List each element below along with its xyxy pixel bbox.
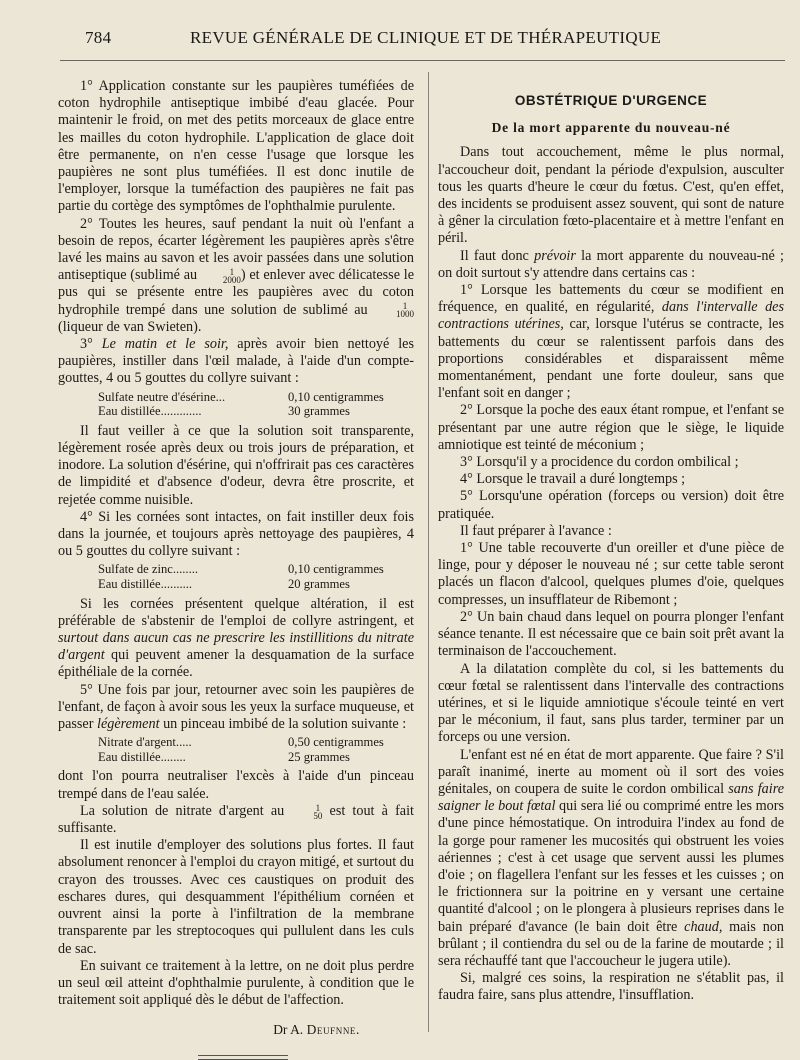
paragraph: Il faut préparer à l'avance : [460, 522, 612, 539]
paragraph: 3° Le matin et le soir, après avoir bien nettoyé les paupières, instiller dans l'œil malade, à l'aide d'un compte-gouttes, 4 ou 5 gouttes du collyre suivant : [58, 336, 414, 387]
paragraph: 2° Lorsque la poche des eaux étant rompue, et l'enfant se présentant par une autre région que le siège, le liquide amniotique est teinté de méconium ; [438, 402, 784, 453]
header-rule [60, 60, 785, 61]
paragraph: La solution de nitrate d'argent au 1 50 est tout à fait suffisante. [58, 802, 414, 837]
paragraph: dont l'on pourra neutraliser l'excès à l'aide d'un pinceau trempé dans de l'eau salée. [58, 768, 414, 802]
page-number: 784 [85, 28, 112, 47]
prescription-formula [98, 735, 414, 764]
paragraph: 4° Si les cornées sont intactes, on fait instiller deux fois dans la journée, et toujours après nettoyage des paupières, 4 ou 5 gouttes du collyre suivant : [58, 508, 414, 560]
paragraph: 5° Une fois par jour, retourner avec soin les paupières de l'enfant, de façon à avoir sous les yeux la surface muqueuse, et passer légèrement un pinceau imbibé de la solution suivante : [58, 681, 414, 733]
paragraph: Il faut donc prévoir la mort apparente du nouveau-né ; on doit surtout s'y attendre dans certains cas : [438, 247, 784, 281]
fraction: 1 2000 [222, 266, 241, 285]
formula-row: Nitrate d'argent..... 0,50 centigrammes [98, 735, 384, 750]
paragraph: 1° Application constante sur les paupières tuméfiées de coton hydrophile antiseptique imbibé d'eau glacée. Pour maintenir le froid, on met des petits morceaux de glace entre les mailles du coton hydrophile. L'application de glace doit être permanente, on n'en cesse l'usage que lorsque les paupières ne sont plus tuméfiées. Il est donc inutile de l'employer, lorsque la tuméfaction des paupières ne fait pas partie du cortège des symptômes de l'ophthalmie purulente. [58, 78, 414, 215]
left-column [58, 78, 414, 1060]
article-title: De la mort apparente du nouveau-né [491, 120, 731, 136]
formula-row: Eau distillée............. 30 grammes [98, 404, 350, 419]
formula-row: Eau distillée.......... 20 grammes [98, 577, 350, 592]
author-signature: Dr A. Deufnne. [273, 1022, 360, 1038]
paragraph: Dans tout accouchement, même le plus normal, l'accoucheur doit, pendant la période d'expulsion, ausculter tous les quarts d'heure le cœur du fœtus. C'est, qu'en effet, des incidents se produisent assez souvent, qui sont de nature à gêner la circulation fœto-placentaire et à mettre l'enfant en péril. [438, 144, 784, 247]
paragraph: 1° Une table recouverte d'un oreiller et d'une pièce de linge, pour y déposer le nouveau né ; sur cette table seront placés un flacon d'alcool, quelques plumes d'oie, quelques compresses, un insufflateur de Ribemont ; [438, 540, 784, 608]
paragraph: 2° Toutes les heures, sauf pendant la nuit où l'enfant a besoin de repos, écarter légèrement les paupières après s'être lavé les mains au savon et les avoir passées dans une solution antiseptique (sublimé au 1 2000 ) et enlever avec délicatesse le pus qui se présente entre les paupières avec du coton hydrophile trempé dans une solution de sublimé au 1 1000 (liqueur de van Swieten). [58, 215, 414, 335]
paragraph: 2° Un bain chaud dans lequel on pourra plonger l'enfant séance tenante. Il est nécessaire que ce bain soit prêt avant la terminaison de l'accouchement. [438, 608, 784, 660]
fraction: 1 50 [313, 802, 323, 821]
paragraph: Il est inutile d'employer des solutions plus fortes. Il faut absolument renoncer à l'emploi du crayon mitigé, et surtout du crayon des trousses. Avec ces caustiques on produit des eschares dures, qui desquamment l'épithélium cornéen et ouvrent ainsi la porte à l'infiltration de la membrane transparente par les streptocoques qui pullulent dans les culs de sac. [58, 837, 414, 957]
prescription-formula [98, 562, 414, 591]
running-header [85, 28, 775, 52]
paragraph: Il faut veiller à ce que la solution soit transparente, légèrement rosée après deux ou trois jours de préparation, et inodore. La solution d'ésérine, qui n'offrirait pas ces caractères de limpidité et d'absence d'odeur, devra être proscrite, et rejetée comme nuisible. [58, 422, 414, 508]
paragraph: En suivant ce traitement à la lettre, on ne doit plus perdre un seul œil atteint d'ophthalmie purulente, à condition que le traitement soit appliqué dès le début de l'affection. [58, 957, 414, 1009]
paragraph: 1° Lorsque les battements du cœur se modifient en fréquence, en qualité, en régularité, dans l'intervalle des contractions utérines, car, lorsque l'utérus se contracte, les battements du cœur se ralentissent parfois dans des proportions considérables et disparaissent même momentanément, pendant une forte douleur, sans que l'enfant soit en danger ; [438, 282, 785, 402]
right-column [438, 78, 784, 1005]
formula-row: Sulfate neutre d'ésérine... 0,10 centigrammes [98, 389, 384, 404]
prescription-formula [98, 390, 414, 419]
end-rule [198, 1055, 288, 1060]
paragraph: 5° Lorsqu'une opération (forceps ou version) doit être pratiquée. [438, 488, 784, 522]
paragraph: A la dilatation complète du col, si les battements du cœur fœtal se ralentissent dans l'intervalle des contractions utérines, et si le liquide amniotique s'écoule teinté en vert par le méconium, il faut, sans plus tarder, terminer par un forceps ou une version. [438, 660, 784, 746]
section-heading: OBSTÉTRIQUE D'URGENCE [514, 93, 708, 108]
paragraph: Si les cornées présentent quelque altération, il est préférable de s'abstenir de l'emploi de collyre astringent, et surtout dans aucun cas ne prescrire les instillitions du nitrate d'argent qui peuvent amener la desquamation de la surface épithéliale de la cornée. [58, 595, 414, 681]
fraction: 1 1000 [396, 301, 414, 320]
paragraph: L'enfant est né en état de mort apparente. Que faire ? S'il paraît inanimé, inerte au moment où il sort des voies génitales, on coupera de suite le cordon ombilical sans faire saigner le bout fœtal qui sera lié ou comprimé entre les mors d'une pince hémostatique. On introduira l'index au fond de la gorge pour ramener les mucosités qui obstruent les voies aériennes ; c'est à cet usage que servent aussi les plumes d'oie ; on flagellera l'enfant sur les fesses et les cuisses ; on le frictionnera sur la poitrine en y versant une certaine quantité d'alcool ; on le plongera à plusieurs reprises dans le bain préparé d'avance (le bain doit être chaud, mais non brûlant ; il contiendra du sel ou de la farine de moutarde ; il sera réchauffé tant que l'accoucheur le jugera utile). [438, 746, 785, 969]
running-title: REVUE GÉNÉRALE DE CLINIQUE ET DE THÉRAPEUTIQUE [190, 28, 662, 47]
paragraph: Si, malgré ces soins, la respiration ne s'établit pas, il faudra faire, sans plus attendre, l'insufflation. [438, 970, 784, 1004]
paragraph: 4° Lorsque le travail a duré longtemps ; [460, 471, 686, 488]
column-divider [428, 72, 429, 1032]
paragraph: 3° Lorsqu'il y a procidence du cordon ombilical ; [460, 454, 739, 471]
formula-row: Eau distillée........ 25 grammes [98, 749, 350, 764]
formula-row: Sulfate de zinc........ 0,10 centigrammes [98, 562, 384, 577]
